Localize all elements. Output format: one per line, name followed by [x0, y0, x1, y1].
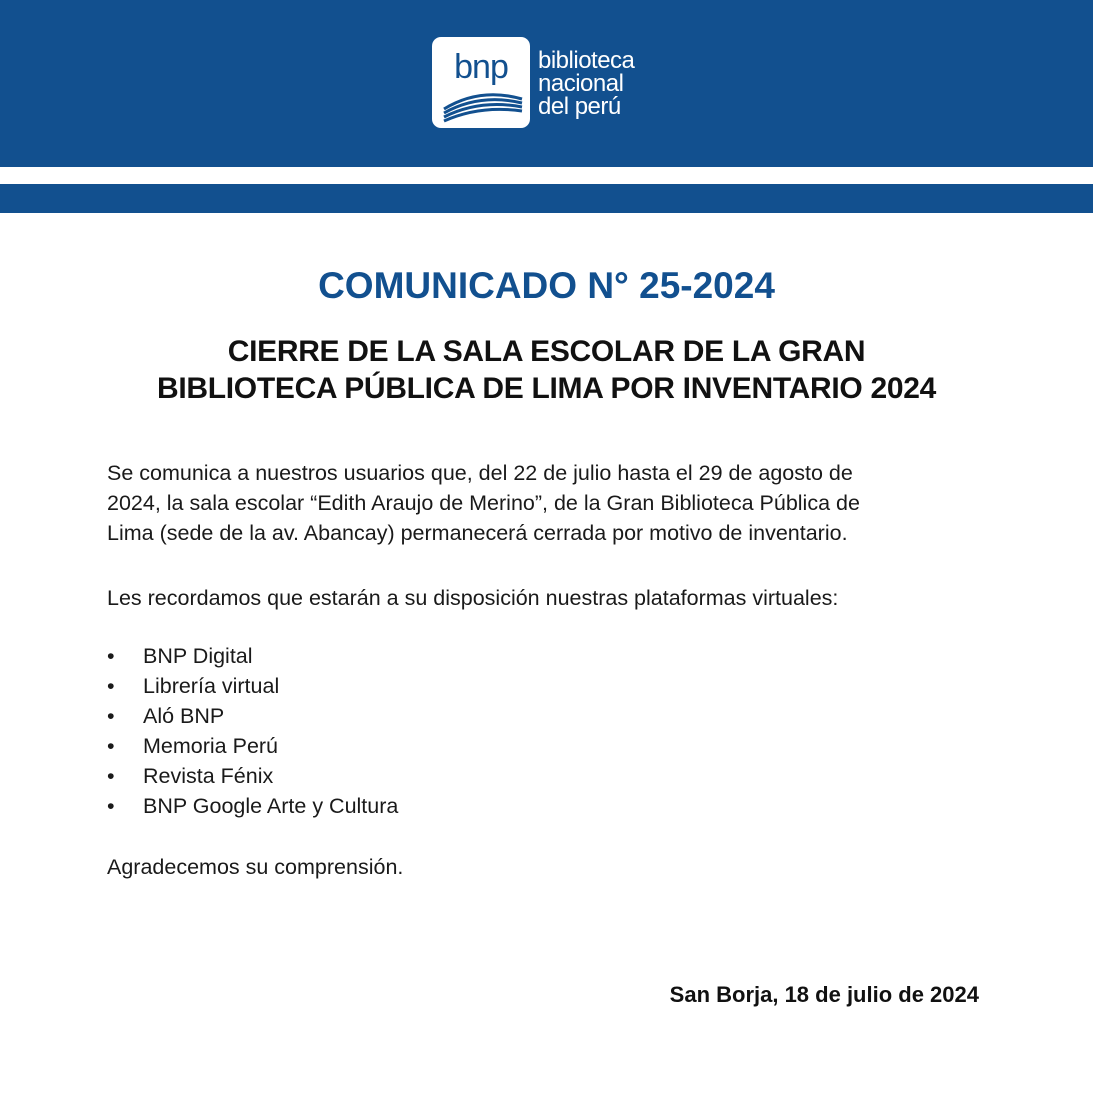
header-band: [0, 0, 1093, 167]
subtitle-line: CIERRE DE LA SALA ESCOLAR DE LA GRAN: [227, 335, 866, 368]
platform-name: Revista Fénix: [143, 764, 274, 788]
platform-name: Aló BNP: [143, 704, 225, 728]
book-arcs-icon: [440, 89, 524, 123]
paragraph-line: Se comunica a nuestros usuarios que, del 22 de julio hasta el 29 de agosto de: [107, 461, 853, 485]
list-item: [107, 791, 398, 821]
platform-name: Librería virtual: [143, 674, 280, 698]
logo-word-line: nacional: [538, 70, 624, 97]
logo-word-line: biblioteca: [538, 47, 635, 74]
logo-abbreviation: bnp: [454, 48, 508, 86]
bnp-logo: [432, 37, 672, 133]
bullet: •: [107, 704, 115, 728]
communique-title: COMUNICADO N° 25-2024: [318, 265, 775, 306]
communique-subtitle: [40, 333, 1053, 407]
list-item: [107, 641, 398, 671]
bullet: •: [107, 644, 115, 668]
announcement-paragraph: [107, 458, 1007, 548]
list-item: [107, 731, 398, 761]
logo-box: [432, 37, 530, 128]
paragraph-line: 2024, la sala escolar “Edith Araujo de Merino”, de la Gran Biblioteca Pública de: [107, 491, 860, 515]
subtitle-line: BIBLIOTECA PÚBLICA DE LIMA POR INVENTARIO 2024: [156, 372, 937, 405]
list-item: [107, 701, 398, 731]
platforms-intro: Les recordamos que estarán a su disposición nuestras plataformas virtuales:: [107, 586, 839, 610]
platform-name: BNP Digital: [143, 644, 253, 668]
header-stripe: [0, 184, 1093, 213]
paragraph-line: Lima (sede de la av. Abancay) permanecerá cerrada por motivo de inventario.: [107, 521, 848, 545]
closing-text: Agradecemos su comprensión.: [107, 855, 404, 879]
bullet: •: [107, 794, 115, 818]
list-item: [107, 671, 398, 701]
list-item: [107, 761, 398, 791]
platform-list: [107, 641, 398, 821]
bullet: •: [107, 734, 115, 758]
logo-word-line: del perú: [538, 93, 621, 120]
place-date: San Borja, 18 de julio de 2024: [669, 982, 979, 1007]
bullet: •: [107, 764, 115, 788]
platform-name: Memoria Perú: [143, 734, 279, 758]
bullet: •: [107, 674, 115, 698]
logo-wordmark: [538, 49, 634, 118]
platform-name: BNP Google Arte y Cultura: [143, 794, 399, 818]
